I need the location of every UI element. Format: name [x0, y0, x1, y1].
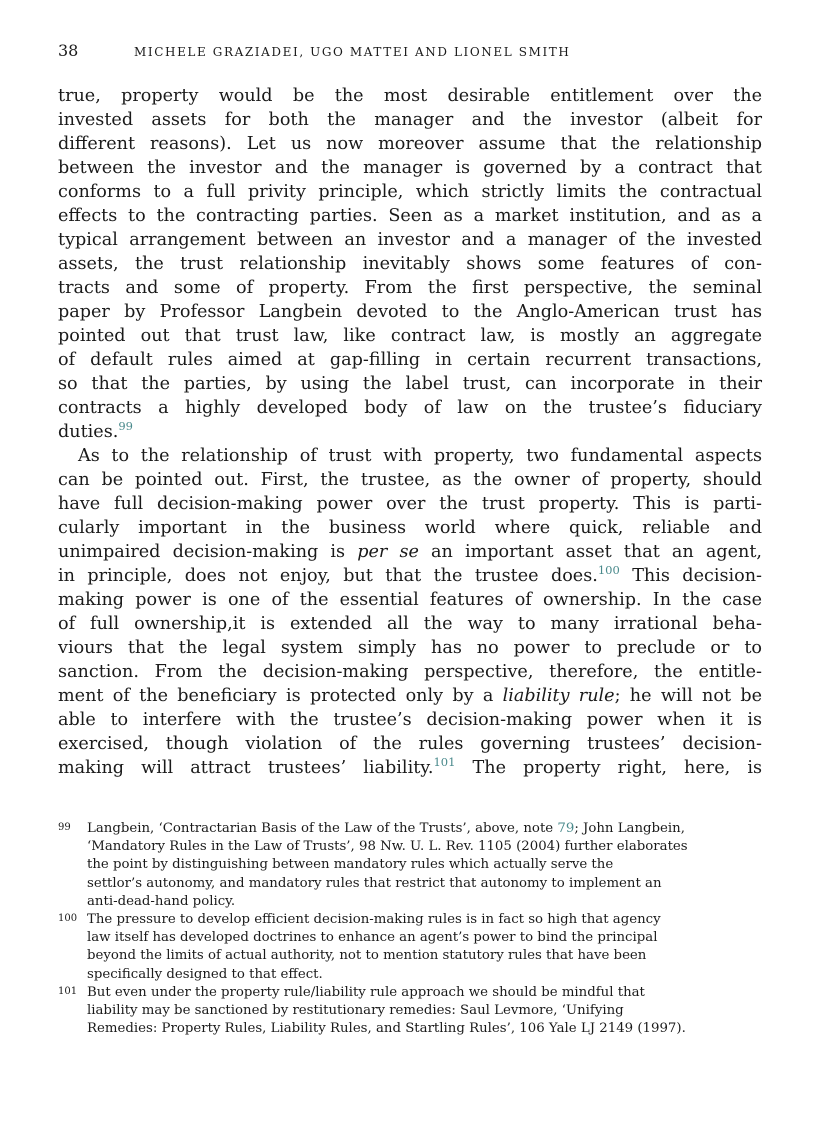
- text-line: cularly important in the business world where quick, reliable and: [58, 518, 762, 538]
- line-text: ; he will not be: [614, 686, 763, 706]
- text-line: can be pointed out. First, the trustee, as the owner of property, should: [58, 470, 762, 490]
- text-line: effects to the contracting parties. Seen as a market institution, and as a: [58, 206, 762, 226]
- running-head-authors: MICHELE GRAZIADEI, UGO MATTEI AND LIONEL SMITH: [134, 45, 571, 59]
- text-line: making power is one of the essential features of ownership. In the case: [58, 590, 762, 610]
- running-header: [58, 41, 760, 61]
- text-line: [58, 564, 762, 588]
- text-line: of default rules aimed at gap-filling in certain recurrent transactions,: [58, 350, 762, 370]
- footnote-101: [58, 984, 764, 1039]
- italic-phrase: per se: [357, 542, 419, 562]
- text-line: so that the parties, by using the label trust, can incorporate in their: [58, 374, 762, 394]
- footnote-ref-101[interactable]: 101: [433, 755, 456, 769]
- text-line: sanction. From the decision-making perspective, therefore, the entitle-: [58, 662, 762, 682]
- line-text: ; John Langbein,: [574, 821, 685, 836]
- footnote-mark: 100: [58, 912, 78, 924]
- text-line: [58, 420, 762, 444]
- note-link[interactable]: 79: [557, 821, 575, 836]
- footnote-body: [87, 820, 764, 911]
- text-line: exercised, though violation of the rules governing trustees’ decision-: [58, 734, 762, 754]
- text-line: contracts a highly developed body of law on the trustee’s fiduciary: [58, 398, 762, 418]
- footnote-line: Remedies: Property Rules, Liability Rules, and Startling Rules’, 106 Yale LJ 2149 (1997).: [87, 1021, 686, 1037]
- line-text: unimpaired decision-making is: [58, 542, 346, 562]
- text-line: paper by Professor Langbein devoted to the Anglo-American trust has: [58, 302, 762, 322]
- text-line: able to interfere with the trustee’s decision-making power when it is: [58, 710, 762, 730]
- line-text: duties.: [58, 422, 119, 442]
- line-text: an important asset that an agent,: [431, 542, 763, 562]
- footnote-body: [87, 911, 764, 984]
- text-line: [58, 756, 762, 780]
- footnote-line: The pressure to develop efficient decision-making rules is in fact so high that agency: [87, 911, 661, 927]
- line-text: The property right, here, is: [455, 758, 762, 778]
- footnote-line: beyond the limits of actual authority, not to mention statutory rules that have been: [87, 948, 647, 964]
- footnotes: [58, 820, 764, 1038]
- text-line: [58, 540, 762, 564]
- text-line: have full decision-making power over the trust property. This is parti-: [58, 494, 762, 514]
- footnote-line: anti-dead-hand policy.: [87, 893, 236, 909]
- line-text: This decision-: [619, 566, 762, 586]
- footnote-99: [58, 820, 764, 911]
- italic-phrase: liability rule: [502, 686, 615, 706]
- footnote-line: the point by distinguishing between mandatory rules which actually serve the: [87, 857, 614, 873]
- text-line: different reasons). Let us now moreover assume that the relationship: [58, 134, 762, 154]
- footnote-body: [87, 984, 764, 1039]
- line-text: Langbein, ‘Contractarian Basis of the Law of the Trusts’, above, note: [87, 821, 558, 836]
- text-line: of full ownership,it is extended all the way to many irrational beha-: [58, 614, 762, 634]
- text-line: typical arrangement between an investor and a manager of the invested: [58, 230, 762, 250]
- text-line: true, property would be the most desirable entitlement over the: [58, 86, 762, 106]
- text-line: [58, 684, 762, 708]
- text-line: viours that the legal system simply has no power to preclude or to: [58, 638, 762, 658]
- text-line: invested assets for both the manager and the investor (albeit for: [58, 110, 762, 130]
- footnote-ref-100[interactable]: 100: [597, 563, 620, 577]
- footnote-mark: 99: [58, 822, 71, 833]
- line-text: in principle, does not enjoy, but that the trustee does.: [58, 566, 598, 586]
- text-line: conforms to a full privity principle, which strictly limits the contractual: [58, 182, 762, 202]
- footnote-line: settlor’s autonomy, and mandatory rules that restrict that autonomy to implement an: [87, 875, 662, 891]
- text-line: pointed out that trust law, like contract law, is mostly an aggregate: [58, 326, 762, 346]
- line-text: making will attract trustees’ liability.: [58, 758, 434, 778]
- text-line: tracts and some of property. From the first perspective, the seminal: [58, 278, 762, 298]
- footnote-line: But even under the property rule/liability rule approach we should be mindful that: [87, 984, 645, 1000]
- line-text: ment of the beneficiary is protected only by a: [58, 686, 494, 706]
- footnote-ref-99[interactable]: 99: [118, 419, 133, 433]
- footnote-100: [58, 911, 764, 984]
- footnote-line: [87, 820, 764, 838]
- page-number: 38: [58, 41, 79, 60]
- footnote-line: liability may be sanctioned by restitutionary remedies: Saul Levmore, ‘Unifying: [87, 1002, 624, 1018]
- footnote-line: law itself has developed doctrines to enhance an agent’s power to bind the principal: [87, 930, 658, 946]
- body-text: [58, 84, 762, 780]
- text-line: between the investor and the manager is governed by a contract that: [58, 158, 762, 178]
- footnote-mark: 101: [58, 985, 78, 997]
- text-line: As to the relationship of trust with property, two fundamental aspects: [78, 446, 762, 466]
- footnote-line: specifically designed to that effect.: [87, 966, 323, 982]
- footnote-line: ‘Mandatory Rules in the Law of Trusts’, 98 Nw. U. L. Rev. 1105 (2004) further elaborates: [87, 839, 688, 855]
- text-line: assets, the trust relationship inevitably shows some features of con-: [58, 254, 762, 274]
